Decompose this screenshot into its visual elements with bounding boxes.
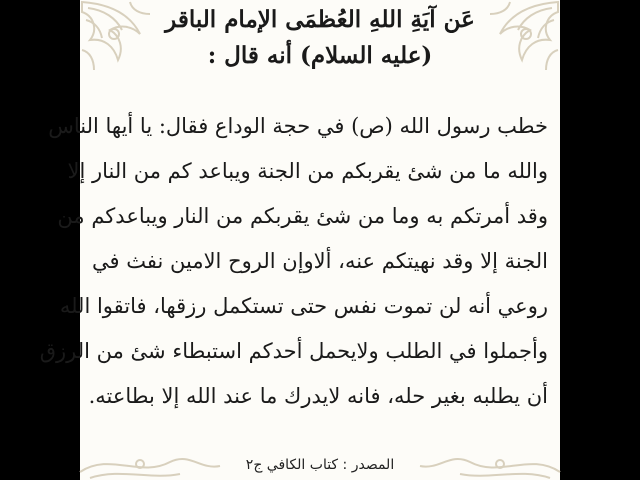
text-line: والله ما من شئ يقربكم من الجنة ويباعد كم من النار إلا <box>67 159 548 183</box>
text-line: وقد أمرتكم به وما من شئ يقربكم من النار ويباعدكم من <box>57 204 548 228</box>
text-line: الجنة إلا وقد نهيتكم عنه، ألاوإن الروح الامين نفث في <box>92 249 548 273</box>
text-line: أن يطلبه بغير حله، فانه لايدرك ما عند الله إلا بطاعته. <box>88 384 548 408</box>
text-line: وأجملوا في الطلب ولايحمل أحدكم استبطاء شئ من الرزق <box>39 339 548 363</box>
hadith-title <box>80 2 560 74</box>
title-line-2: (عليه السلام) أنه قال : <box>207 42 433 69</box>
text-line: خطب رسول الله (ص) في حجة الوداع فقال: يا أيها الناس <box>48 114 548 138</box>
source-citation: المصدر : كتاب الكافي ج٢ <box>245 457 395 473</box>
text-line: روعي أنه لن تموت نفس حتى تستكمل رزقها، فاتقوا الله <box>59 294 548 318</box>
hadith-text <box>39 104 548 419</box>
hadith-card <box>39 0 560 480</box>
title-line-1: عَن آيَةِ اللهِ العُظمَى الإمام الباقر <box>165 6 475 33</box>
